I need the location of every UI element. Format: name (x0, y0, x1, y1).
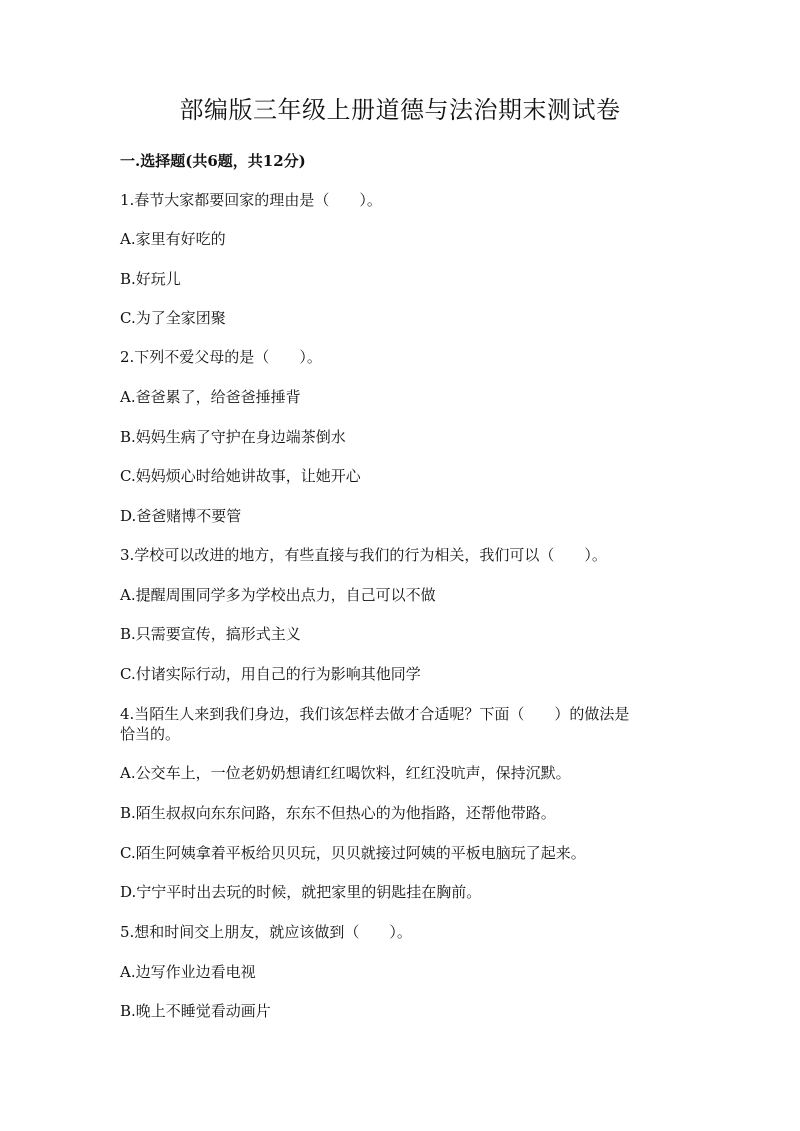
question-option: B.好玩儿 (120, 270, 181, 288)
question-option: A.公交车上，一位老奶奶想请红红喝饮料，红红没吭声，保持沉默。 (120, 764, 571, 782)
question-stem: 4.当陌生人来到我们身边，我们该怎样去做才合适呢？下面（ ）的做法是 (120, 705, 630, 723)
question-option: C.妈妈烦心时给她讲故事，让她开心 (120, 467, 361, 485)
question-stem-continuation: 恰当的。 (120, 725, 181, 743)
question-option: C.付诸实际行动，用自己的行为影响其他同学 (120, 665, 421, 683)
question-option: C.陌生阿姨拿着平板给贝贝玩，贝贝就接过阿姨的平板电脑玩了起来。 (120, 844, 586, 862)
page-title: 部编版三年级上册道德与法治期末测试卷 (179, 96, 621, 124)
question-stem: 3.学校可以改进的地方，有些直接与我们的行为相关，我们可以（ ）。 (120, 546, 607, 564)
question-option: B.妈妈生病了守护在身边端茶倒水 (120, 428, 346, 446)
question-stem: 2.下列不爱父母的是（ ）。 (120, 348, 322, 366)
question-option: B.陌生叔叔向东东问路，东东不但热心的为他指路，还帮他带路。 (120, 804, 556, 822)
question-stem: 5.想和时间交上朋友，就应该做到（ ）。 (120, 923, 412, 941)
question-option: A.提醒周围同学多为学校出点力，自己可以不做 (120, 586, 436, 604)
question-option: B.只需要宣传，搞形式主义 (120, 625, 301, 643)
question-option: A.家里有好吃的 (120, 230, 226, 248)
question-option: C.为了全家团聚 (120, 309, 226, 327)
question-option: D.爸爸赌博不要管 (120, 507, 242, 525)
question-stem: 1.春节大家都要回家的理由是（ ）。 (120, 191, 382, 209)
section-heading: 一.选择题(共6题，共12分) (120, 152, 306, 170)
question-option: A.爸爸累了，给爸爸捶捶背 (120, 388, 301, 406)
question-option: B.晚上不睡觉看动画片 (120, 1002, 271, 1020)
question-option: D.宁宁平时出去玩的时候，就把家里的钥匙挂在胸前。 (120, 883, 482, 901)
question-option: A.边写作业边看电视 (120, 963, 256, 981)
